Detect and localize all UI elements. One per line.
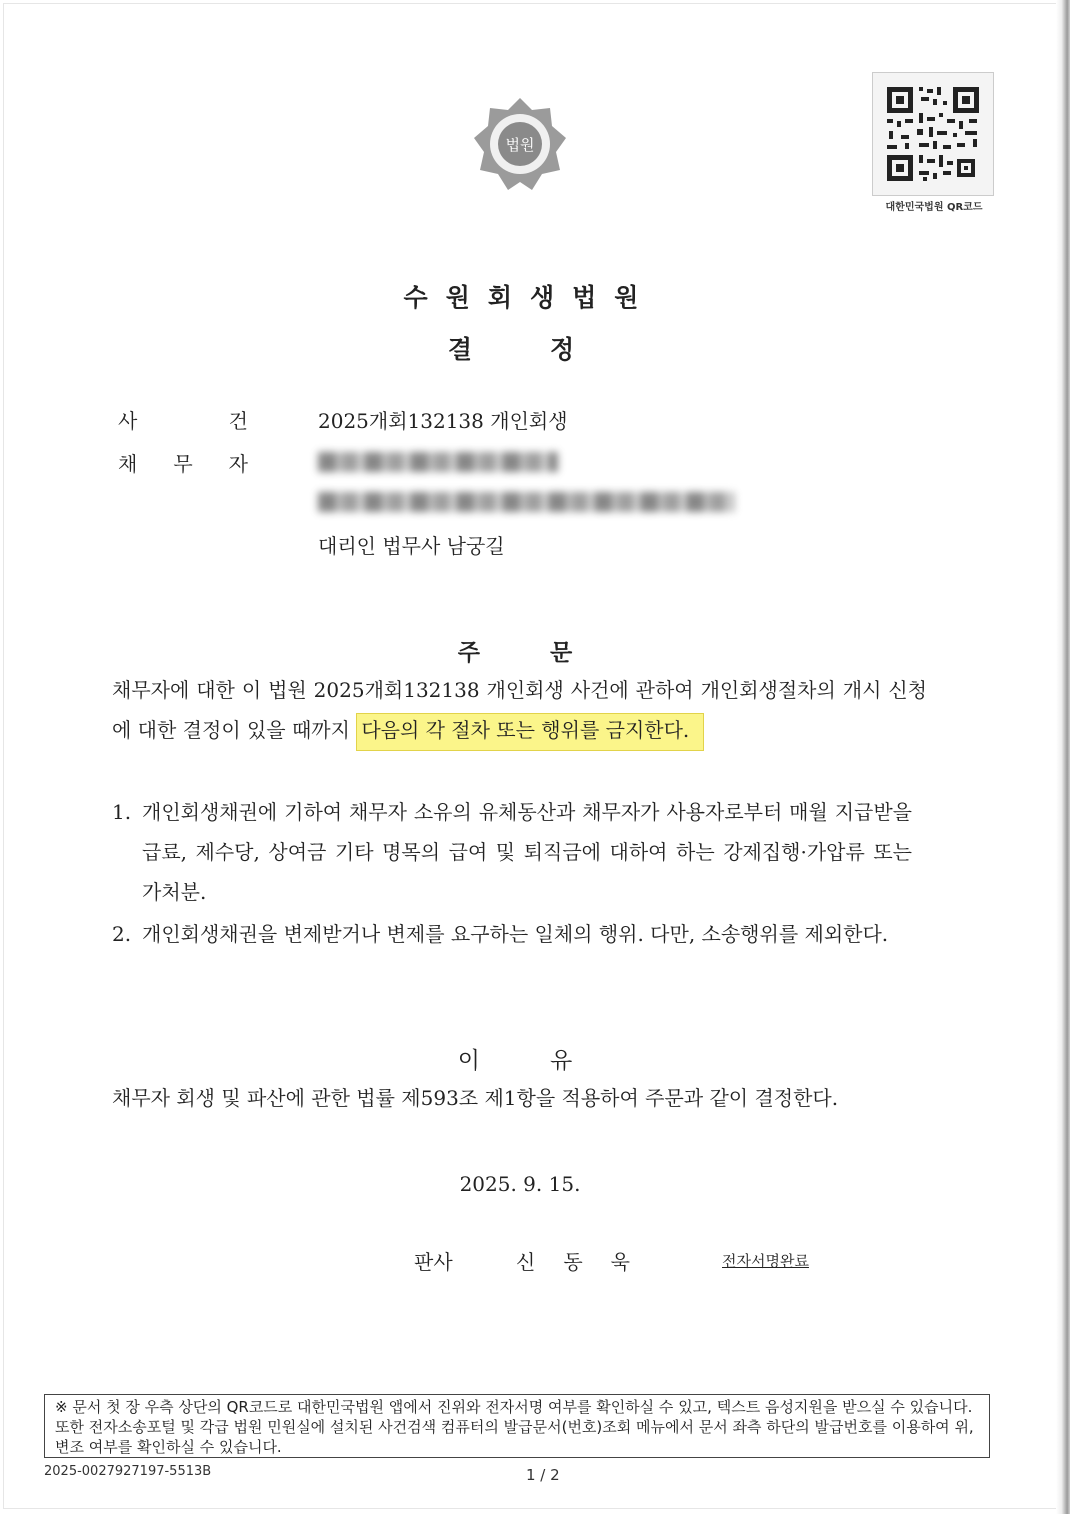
page-border: [3, 3, 1063, 1509]
decision-date: 2025. 9. 15.: [459, 1172, 581, 1196]
item-number: 2.: [112, 922, 132, 946]
court-name: 수원회생법원: [403, 283, 657, 312]
qr-caption: 대한민국법원 QR코드: [885, 202, 983, 213]
debtor-address-redacted: [318, 492, 734, 512]
order-item: [112, 914, 912, 954]
esign-status: 전자서명완료: [722, 1252, 809, 1270]
case-number: 2025개회132138 개인회생: [318, 409, 568, 433]
highlighted-text: 다음의 각 절차 또는 행위를 금지한다.: [356, 713, 704, 751]
judge-label: 판사: [414, 1250, 453, 1274]
order-item: [112, 792, 912, 912]
reason-text: 채무자 회생 및 파산에 관한 법률 제593조 제1항을 적용하여 주문과 같이 결정한다.: [112, 1086, 839, 1110]
agent-name: 대리인 법무사 남궁길: [318, 534, 505, 558]
document-type-title: 결정: [447, 335, 653, 364]
scan-edge: [1056, 0, 1070, 1514]
order-text: 채무자에 대한 이 법원 2025개회132138 개인회생 사건에 관하여 개인회생절차의 개시 신청에 대한 결정이 있을 때까지 다음의 각 절차 또는 행위를 금지한다.: [112, 670, 927, 750]
page-number: 1 / 2: [526, 1466, 560, 1484]
verification-notice: ※ 문서 첫 장 우측 상단의 QR코드로 대한민국법원 앱에서 진위와 전자서명 여부를 확인하실 수 있고, 텍스트 음성지원을 받으실 수 있습니다. 또한 전자소송포털 및 각급 법원 민원실에 설치된 사건검색 컴퓨터의 발급문서(번호)조회 메뉴에서 문서 좌측 하단의 발급번호를 이용하여 위,변조 여부를 확인하실 수 있습니다.: [44, 1394, 990, 1458]
qr-code[interactable]: [872, 72, 994, 196]
court-emblem-icon: [470, 94, 570, 194]
issue-number: 2025-0027927197-5513B: [44, 1464, 212, 1479]
debtor-label: 채 무 자: [118, 452, 248, 476]
reason-heading: 이유: [457, 1048, 643, 1074]
judge-name: 신동욱: [516, 1250, 658, 1274]
item-text: 개인회생채권에 기하여 채무자 소유의 유체동산과 채무자가 사용자로부터 매월 지급받을 급료, 제수당, 상여금 기타 명목의 급여 및 퇴직금에 대하여 하는 강제집행·가압류 또는 가처분.: [142, 800, 912, 904]
order-heading: 주문: [457, 639, 643, 666]
case-label: 사 건: [118, 409, 248, 433]
item-text: 개인회생채권을 변제받거나 변제를 요구하는 일체의 행위. 다만, 소송행위를 제외한다.: [142, 922, 889, 946]
item-number: 1.: [112, 800, 132, 824]
emblem-text: 법원: [505, 136, 535, 154]
debtor-name-redacted: [318, 452, 558, 472]
